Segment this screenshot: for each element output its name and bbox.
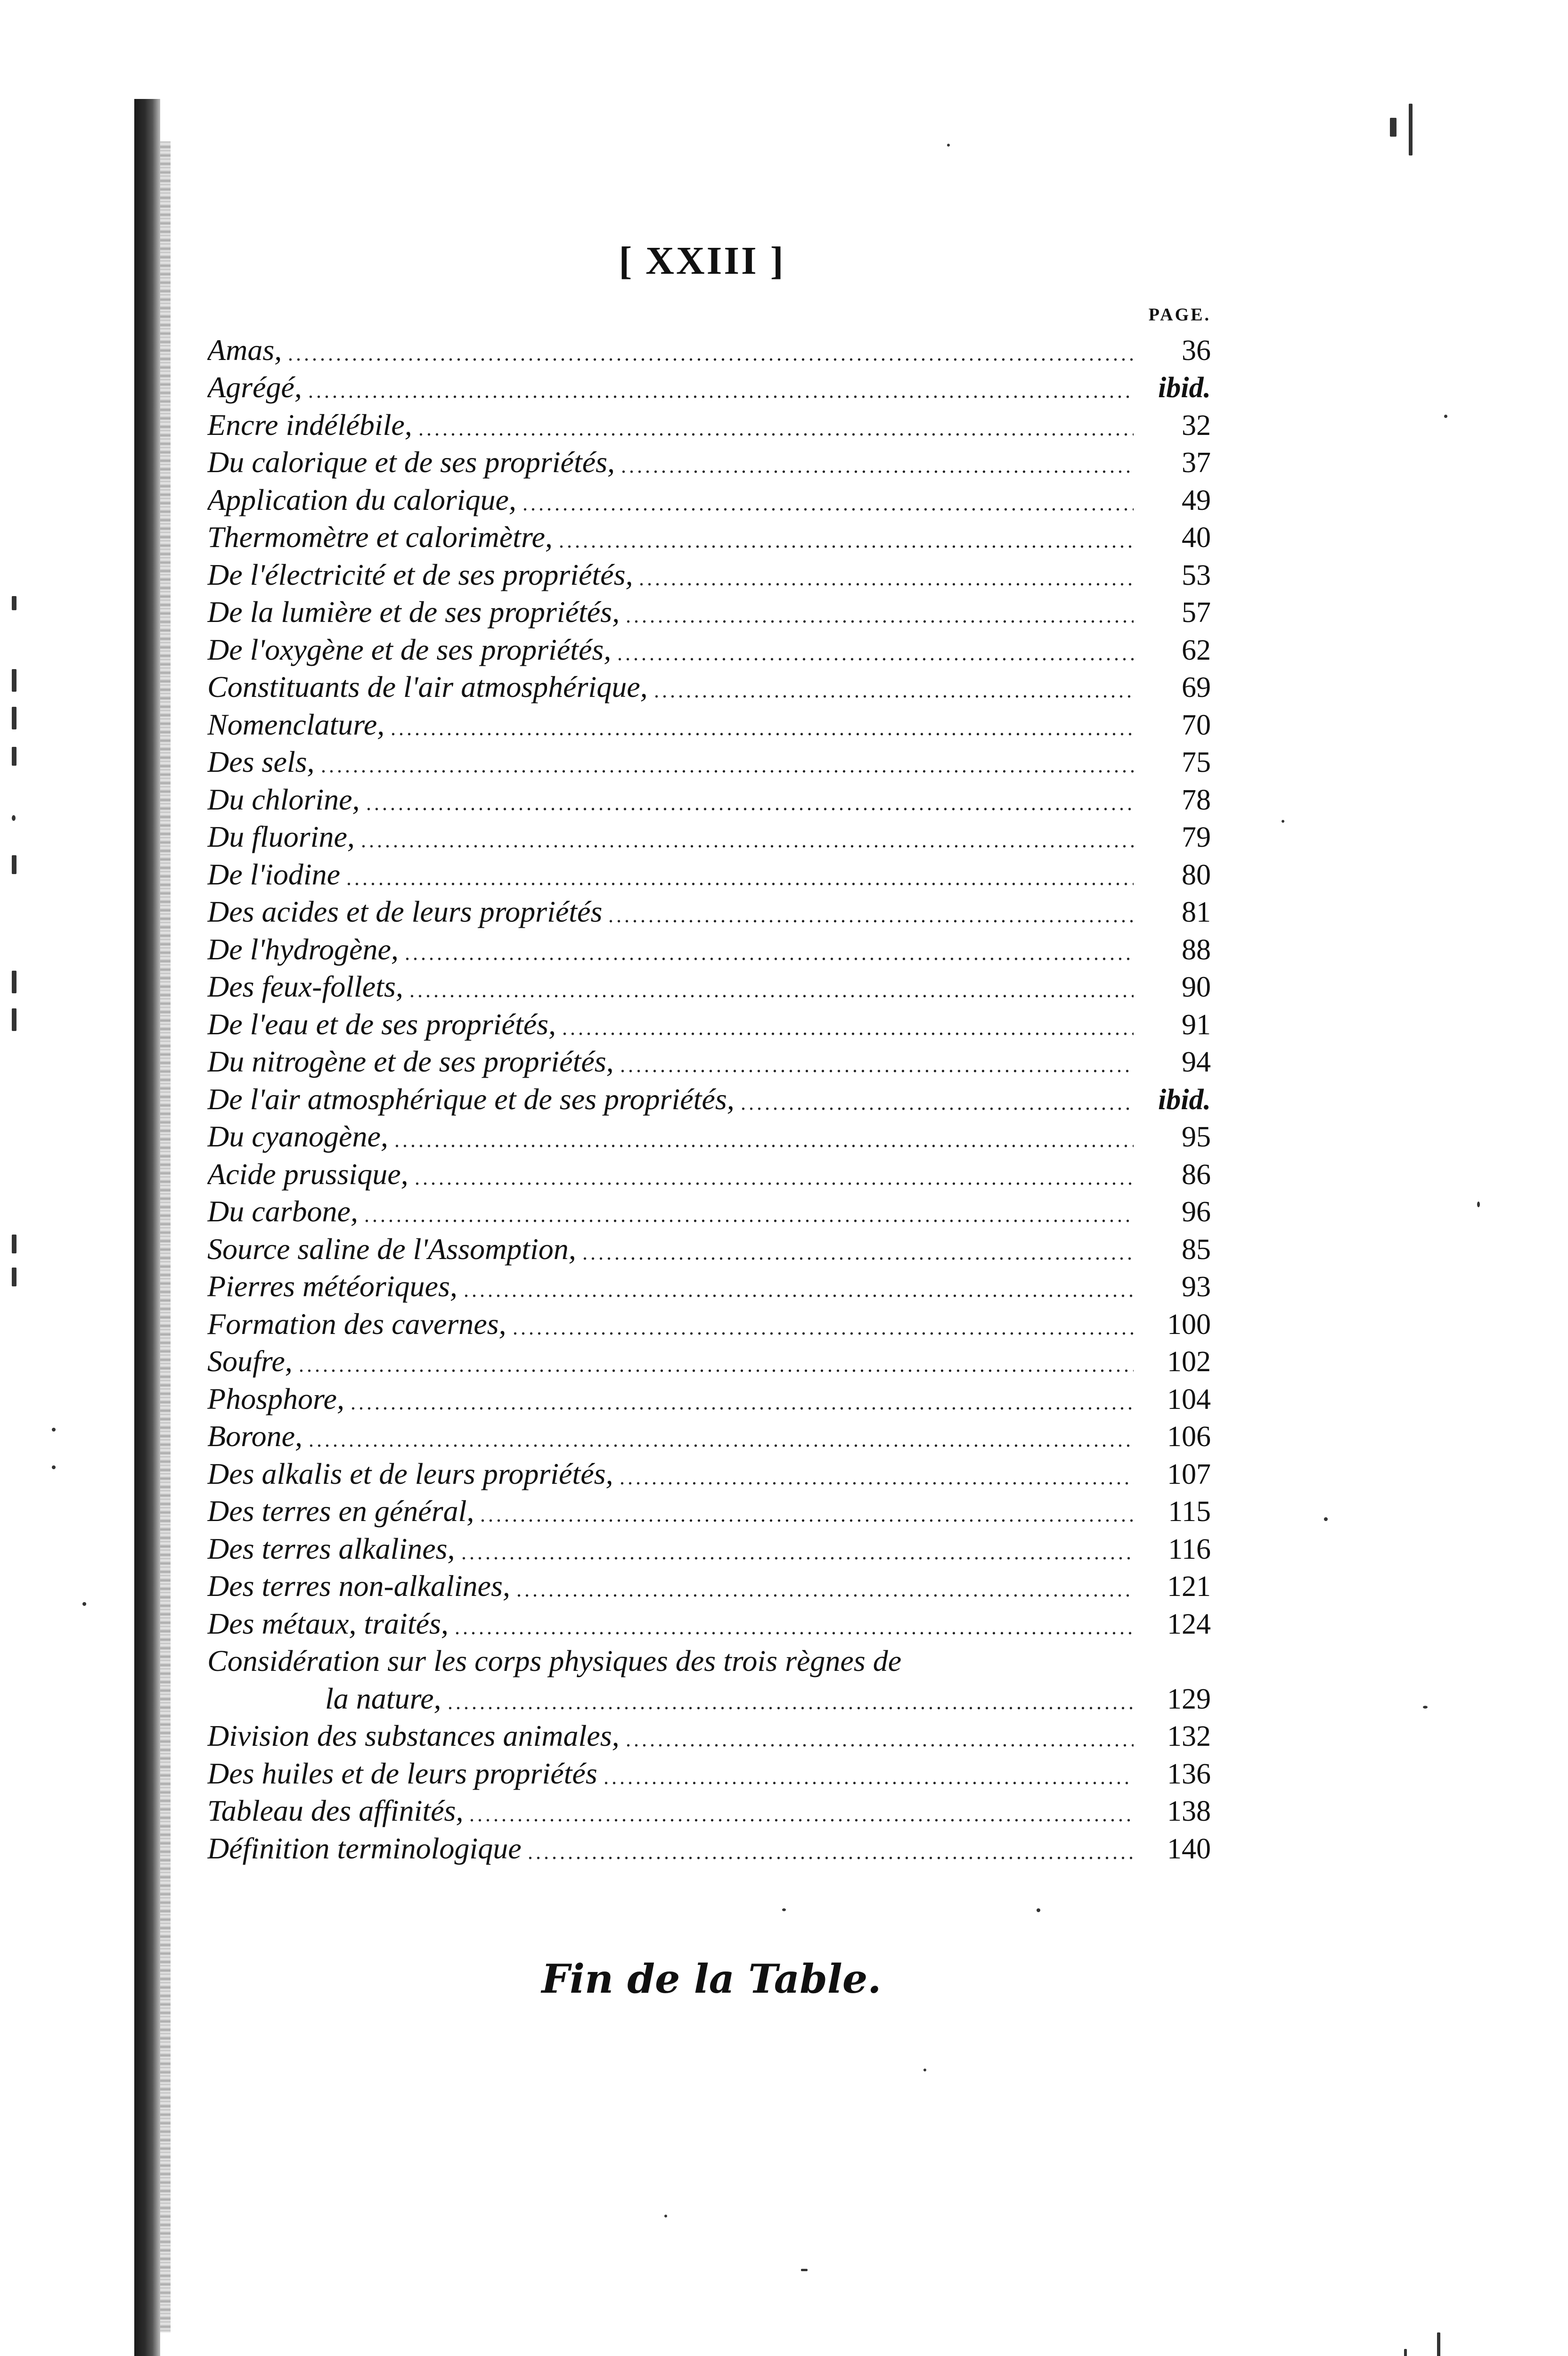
- dot-leader: [616, 658, 1134, 661]
- toc-entry-label: De l'iodine: [207, 857, 341, 891]
- toc-entry: [207, 1491, 1211, 1529]
- toc-entry-label: Acide prussique,: [207, 1157, 408, 1191]
- toc-entry-label: Des sels,: [207, 745, 315, 778]
- toc-entry-page: 107: [1167, 1458, 1211, 1490]
- toc-entry-continuation: [207, 1678, 1211, 1716]
- toc-entry-label: Borone,: [207, 1419, 303, 1453]
- toc-entry: [207, 1004, 1211, 1042]
- toc-entry-page: 81: [1182, 896, 1211, 928]
- toc-entry-label: Soufre,: [207, 1344, 293, 1378]
- toc-entry-label: Du carbone,: [207, 1194, 358, 1228]
- dot-leader: [393, 1145, 1134, 1147]
- toc-entry-page: 86: [1182, 1158, 1211, 1191]
- dot-leader: [581, 1257, 1134, 1260]
- dot-leader: [515, 1594, 1134, 1597]
- toc-entry: [207, 1154, 1211, 1192]
- toc-entry-page: 140: [1167, 1832, 1211, 1865]
- toc-entry-label: De l'eau et de ses propriétés,: [207, 1007, 556, 1041]
- toc-entry: [207, 1716, 1211, 1754]
- toc-entry-page: 90: [1182, 971, 1211, 1003]
- toc-entry-label-continuation: la nature,: [325, 1681, 441, 1715]
- toc-entry: [207, 405, 1211, 442]
- toc-entry: [207, 1529, 1211, 1566]
- toc-entry-page: 37: [1182, 447, 1211, 479]
- toc-entry: [207, 854, 1211, 892]
- toc-entry-label: Encre indélébile,: [207, 408, 412, 442]
- dot-leader: [462, 1294, 1134, 1297]
- toc-entry-page: 106: [1167, 1421, 1211, 1453]
- toc-entry-label: Des terres non-alkalines,: [207, 1569, 510, 1603]
- dot-leader: [359, 845, 1134, 848]
- toc-entry-page: 85: [1182, 1233, 1211, 1266]
- toc-entry: [207, 480, 1211, 517]
- dot-leader: [637, 583, 1134, 586]
- toc-entry-label: Du nitrogène et de ses propriétés,: [207, 1045, 614, 1078]
- dot-leader: [479, 1519, 1134, 1522]
- dot-leader: [620, 470, 1134, 473]
- toc-entry: [207, 779, 1211, 817]
- toc-entry-page: 80: [1182, 859, 1211, 891]
- toc-entry: [207, 1304, 1211, 1342]
- toc-entry-label: Agrégé,: [207, 370, 302, 404]
- closing-text: Fin de la Table.: [541, 1955, 882, 2002]
- dot-leader: [526, 1857, 1134, 1859]
- toc-entry-label: Des acides et de leurs propriétés: [207, 895, 603, 928]
- dot-leader: [286, 358, 1134, 361]
- toc-entry: [207, 1229, 1211, 1267]
- dot-leader: [389, 733, 1134, 736]
- toc-entry-label: Formation des cavernes,: [207, 1307, 506, 1341]
- toc-entry: [207, 1603, 1211, 1641]
- toc-entry-page: 94: [1182, 1046, 1211, 1078]
- toc-entry-page: 62: [1182, 634, 1211, 666]
- dot-leader: [349, 1407, 1134, 1410]
- toc-entry: [207, 442, 1211, 480]
- toc-entry-label: Du calorique et de ses propriétés,: [207, 445, 615, 479]
- toc-entry-page: ibid.: [1158, 372, 1211, 404]
- dot-leader: [607, 920, 1134, 923]
- toc-entry-page: 79: [1182, 821, 1211, 853]
- dot-leader: [408, 995, 1134, 998]
- dot-leader: [653, 695, 1134, 698]
- toc-entry-page: 129: [1167, 1683, 1211, 1715]
- toc-entry: [207, 517, 1211, 555]
- dot-leader: [468, 1819, 1134, 1822]
- toc-entry: [207, 1117, 1211, 1154]
- dot-leader: [413, 1182, 1134, 1185]
- toc-entry-label: Des huiles et de leurs propriétés: [207, 1756, 597, 1790]
- toc-entry-page: 57: [1182, 597, 1211, 629]
- page-header: [ XXIII ]: [619, 239, 785, 283]
- toc-entry-page: ibid.: [1158, 1083, 1211, 1116]
- dot-leader: [307, 1444, 1134, 1447]
- toc-entry: [207, 1828, 1211, 1866]
- toc-entry-label: Tableau des affinités,: [207, 1794, 464, 1827]
- dot-leader: [739, 1107, 1134, 1110]
- toc-entry-page: 91: [1182, 1008, 1211, 1041]
- toc-entry-label: Du chlorine,: [207, 782, 360, 816]
- toc-entry-label: Définition terminologique: [207, 1831, 522, 1865]
- dot-leader: [460, 1557, 1134, 1560]
- toc-entry-page: 36: [1182, 334, 1211, 367]
- toc-entry-page: 75: [1182, 746, 1211, 778]
- toc-entry-page: 93: [1182, 1271, 1211, 1303]
- toc-entry: [207, 929, 1211, 967]
- toc-entry-label: Du cyanogène,: [207, 1120, 388, 1153]
- dot-leader: [511, 1332, 1134, 1335]
- toc-entry-page: 100: [1167, 1308, 1211, 1341]
- toc-entry-label: Du fluorine,: [207, 820, 355, 853]
- dot-leader: [345, 883, 1134, 885]
- toc-entry-label: Des feux-follets,: [207, 970, 403, 1003]
- dot-leader: [363, 1219, 1134, 1222]
- toc-entry: [207, 368, 1211, 405]
- toc-entry: [207, 967, 1211, 1005]
- dot-leader: [307, 395, 1134, 398]
- toc-entry-page: 49: [1182, 484, 1211, 516]
- toc-entry-page: 40: [1182, 522, 1211, 554]
- toc-entry-page: 138: [1167, 1795, 1211, 1827]
- table-of-contents: [207, 330, 1211, 1866]
- toc-entry-label: Des terres alkalines,: [207, 1531, 455, 1565]
- dot-leader: [557, 545, 1134, 548]
- dot-leader: [403, 957, 1134, 960]
- toc-entry: [207, 704, 1211, 742]
- toc-entry-label: Constituants de l'air atmosphérique,: [207, 670, 648, 704]
- binding-edge: [160, 141, 171, 2332]
- toc-entry: [207, 630, 1211, 667]
- toc-entry: [207, 592, 1211, 630]
- page-column-label: PAGE.: [1148, 305, 1211, 325]
- dot-leader: [624, 620, 1134, 623]
- dot-leader: [521, 508, 1134, 511]
- toc-entry: [207, 1791, 1211, 1829]
- toc-entry-page: 53: [1182, 559, 1211, 591]
- toc-entry-page: 124: [1167, 1608, 1211, 1640]
- toc-entry: [207, 1267, 1211, 1304]
- toc-entry-label: De la lumière et de ses propriétés,: [207, 595, 620, 629]
- toc-entry-page: 96: [1182, 1196, 1211, 1228]
- toc-entry-page: 88: [1182, 933, 1211, 966]
- toc-entry-page: 121: [1167, 1571, 1211, 1603]
- toc-entry-label: Source saline de l'Assomption,: [207, 1232, 576, 1266]
- toc-entry-label: De l'hydrogène,: [207, 932, 399, 966]
- dot-leader: [417, 433, 1134, 436]
- toc-entry: [207, 1641, 1211, 1679]
- toc-entry-page: 69: [1182, 671, 1211, 704]
- toc-entry-label: Des métaux, traités,: [207, 1606, 449, 1640]
- toc-entry: [207, 1454, 1211, 1491]
- toc-entry: [207, 1042, 1211, 1080]
- toc-entry-label: Des alkalis et de leurs propriétés,: [207, 1456, 613, 1490]
- toc-entry: [207, 892, 1211, 930]
- toc-entry-label: Des terres en général,: [207, 1494, 474, 1528]
- toc-entry: [207, 1192, 1211, 1229]
- toc-entry-label: Thermomètre et calorimètre,: [207, 520, 553, 554]
- toc-entry-page: 102: [1167, 1346, 1211, 1378]
- dot-leader: [453, 1632, 1134, 1635]
- toc-entry: [207, 1753, 1211, 1791]
- toc-entry: [207, 555, 1211, 592]
- dot-leader: [365, 808, 1134, 810]
- toc-entry-label: Division des substances animales,: [207, 1719, 620, 1752]
- toc-entry-label: Amas,: [207, 333, 282, 367]
- toc-entry-page: 70: [1182, 709, 1211, 741]
- toc-entry-label: Pierres météoriques,: [207, 1269, 457, 1303]
- toc-entry-page: 32: [1182, 409, 1211, 442]
- toc-entry-page: 116: [1168, 1533, 1211, 1565]
- toc-entry-label: Considération sur les corps physiques des trois règnes de: [207, 1644, 902, 1677]
- toc-entry: [207, 1566, 1211, 1604]
- toc-entry-page: 104: [1167, 1383, 1211, 1415]
- dot-leader: [319, 770, 1134, 773]
- toc-entry: [207, 667, 1211, 705]
- dot-leader: [618, 1482, 1134, 1485]
- toc-entry-page: 115: [1168, 1496, 1211, 1528]
- toc-entry: [207, 1342, 1211, 1379]
- dot-leader: [561, 1032, 1134, 1035]
- toc-entry-page: 132: [1167, 1720, 1211, 1752]
- dot-leader: [297, 1369, 1134, 1372]
- toc-entry-label: Phosphore,: [207, 1382, 344, 1415]
- toc-entry: [207, 1416, 1211, 1454]
- toc-entry: [207, 1379, 1211, 1416]
- toc-entry-label: Nomenclature,: [207, 707, 385, 741]
- toc-entry-page: 95: [1182, 1121, 1211, 1153]
- toc-entry-label: De l'électricité et de ses propriétés,: [207, 557, 633, 591]
- dot-leader: [624, 1744, 1134, 1747]
- toc-entry-label: De l'air atmosphérique et de ses propriétés,: [207, 1082, 735, 1116]
- toc-entry-label: De l'oxygène et de ses propriétés,: [207, 632, 612, 666]
- toc-entry: [207, 330, 1211, 368]
- dot-leader: [446, 1707, 1134, 1710]
- toc-entry: [207, 817, 1211, 855]
- toc-entry-page: 78: [1182, 784, 1211, 816]
- toc-entry: [207, 742, 1211, 780]
- dot-leader: [619, 1070, 1134, 1072]
- binding-shadow: [134, 99, 160, 2356]
- toc-entry-page: 136: [1167, 1758, 1211, 1790]
- toc-entry-label: Application du calorique,: [207, 483, 516, 516]
- toc-entry: [207, 1079, 1211, 1117]
- dot-leader: [602, 1782, 1134, 1784]
